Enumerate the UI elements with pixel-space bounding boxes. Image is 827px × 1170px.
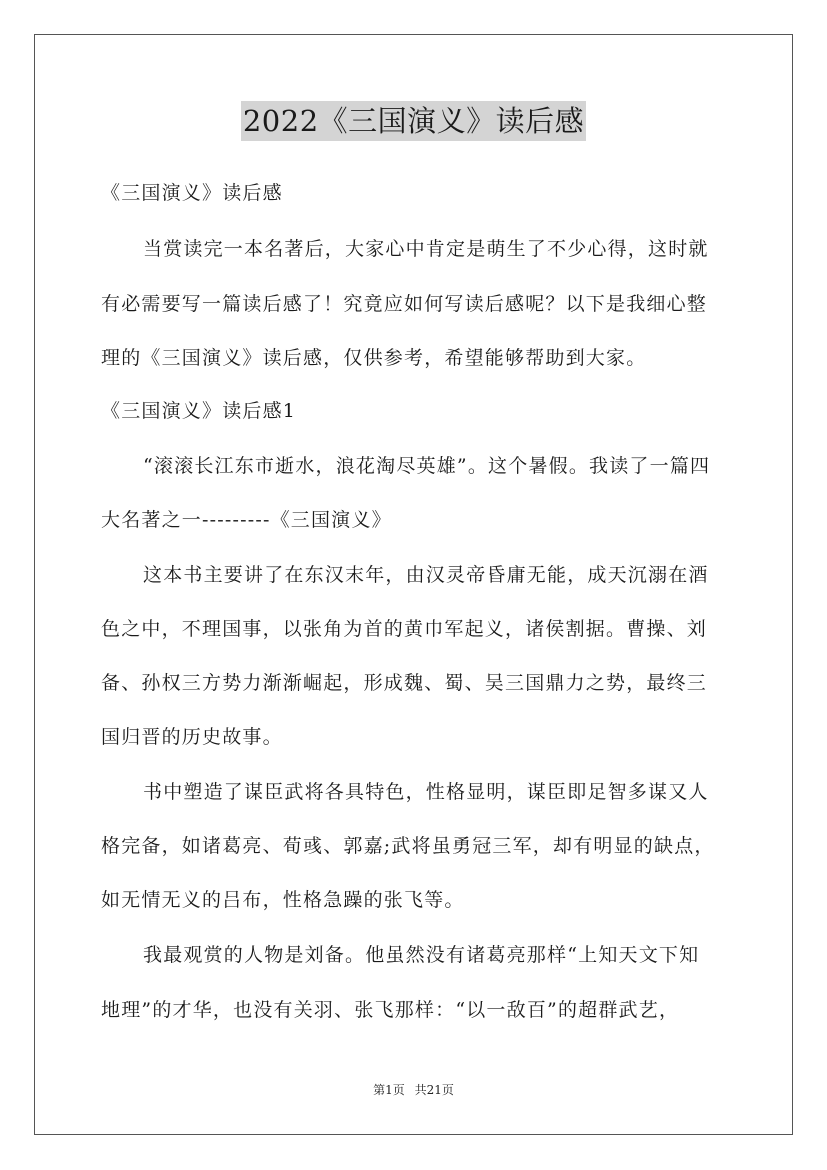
- paragraph-line: 有必需要写一篇读后感了！究竟应如何写读后感呢？以下是我细心整: [101, 293, 708, 315]
- paragraph-line: 色之中，不理国事，以张角为首的黄巾军起义，诸侯割据。曹操、刘: [101, 618, 708, 640]
- page-footer: [0, 1082, 827, 1098]
- paragraph-line: 书中塑造了谋臣武将各具特色，性格显明，谋臣即足智多谋又人: [143, 781, 709, 803]
- paragraph-line: 如无情无义的吕布，性格急躁的张飞等。: [101, 889, 465, 911]
- section-heading: 《三国演义》读后感1: [101, 400, 297, 422]
- document-title: 2022《三国演义》读后感: [241, 101, 586, 141]
- paragraph-line: 我最观赏的人物是刘备。他虽然没有诸葛亮那样“上知天文下知: [143, 944, 700, 966]
- total-pages: 共21页: [414, 1083, 454, 1097]
- title-container: [0, 101, 827, 141]
- paragraph-line: 格完备，如诸葛亮、荀彧、郭嘉;武将虽勇冠三军，却有明显的缺点，: [101, 835, 715, 857]
- paragraph-line: 大名著之一---------《三国演义》: [101, 509, 392, 531]
- paragraph-line: “滚滚长江东市逝水，浪花淘尽英雄”。这个暑假。我读了一篇四: [143, 455, 711, 477]
- page-number: 第1页: [373, 1083, 405, 1097]
- paragraph-line: 这本书主要讲了在东汉末年，由汉灵帝昏庸无能，成天沉溺在酒: [143, 564, 709, 586]
- paragraph-line: 理的《三国演义》读后感，仅供参考，希望能够帮助到大家。: [101, 347, 647, 369]
- paragraph-line: 国归晋的历史故事。: [101, 726, 283, 748]
- section-heading: 《三国演义》读后感: [101, 182, 283, 204]
- paragraph-line: 备、孙权三方势力渐渐崛起，形成魏、蜀、吴三国鼎力之势，最终三: [101, 672, 708, 694]
- paragraph-line: 地理”的才华，也没有关羽、张飞那样：“以一敌百”的超群武艺，: [101, 999, 680, 1021]
- paragraph-line: 当赏读完一本名著后，大家心中肯定是萌生了不少心得，这时就: [143, 238, 709, 260]
